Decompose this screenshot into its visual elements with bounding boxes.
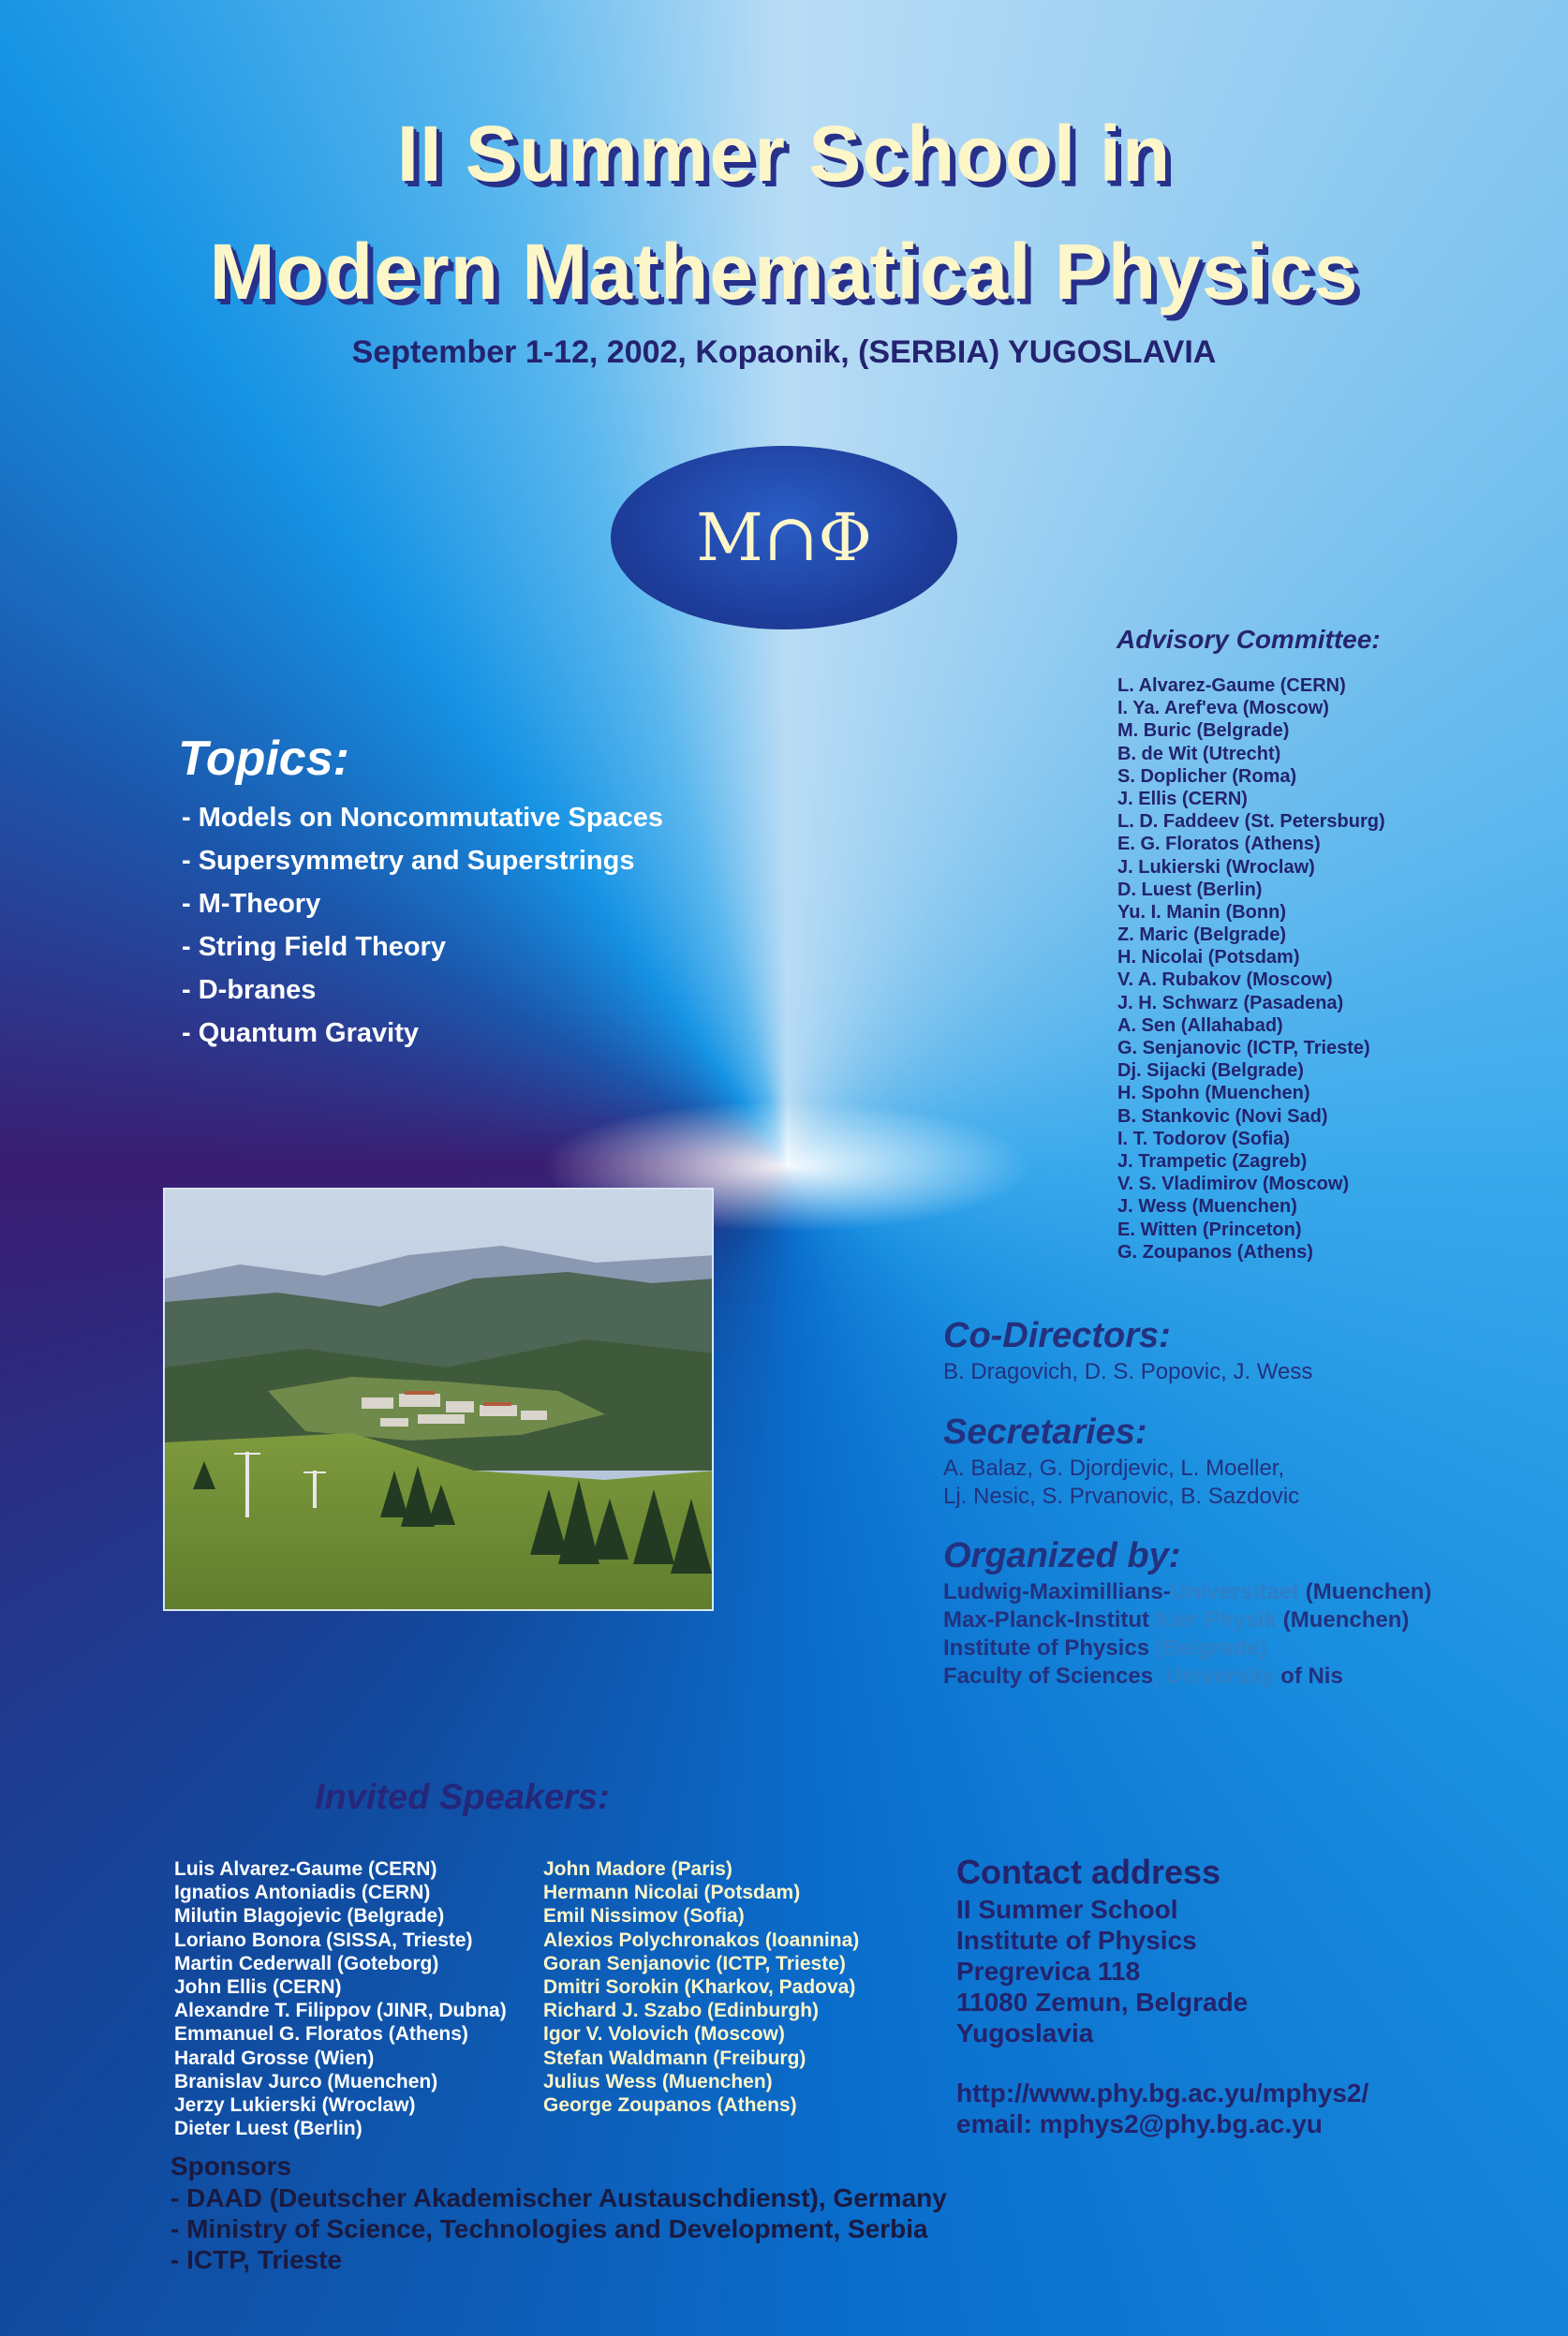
- speaker-item: Ignatios Antoniadis (CERN): [174, 1882, 431, 1904]
- speaker-item: Milutin Blagojevic (Belgrade): [174, 1905, 445, 1928]
- committee-member: L. D. Faddeev (St. Petersburg): [1117, 811, 1385, 833]
- contact-line: Institute of Physics: [956, 1926, 1197, 1955]
- committee-member: D. Luest (Berlin): [1117, 879, 1263, 900]
- speaker-item: Dieter Luest (Berlin): [174, 2118, 362, 2140]
- logo-text: M∩Φ: [696, 499, 872, 576]
- speaker-item: Branislav Jurco (Muenchen): [174, 2070, 438, 2092]
- secretaries-line-2: Lj. Nesic, S. Prvanovic, B. Sazdovic: [943, 1484, 1300, 1509]
- speaker-item: Emmanuel G. Floratos (Athens): [174, 2023, 468, 2046]
- committee-member: E. G. Floratos (Athens): [1117, 834, 1321, 855]
- co-directors-names: B. Dragovich, D. S. Popovic, J. Wess: [943, 1359, 1313, 1384]
- speaker-item: Stefan Waldmann (Freiburg): [543, 2047, 806, 2069]
- speakers-list-left: [174, 1857, 507, 2140]
- committee-member: J. Wess (Muenchen): [1117, 1196, 1297, 1218]
- committee-member: I. Ya. Aref'eva (Moscow): [1117, 698, 1329, 719]
- topic-item: - Models on Noncommutative Spaces: [182, 803, 664, 833]
- committee-member: E. Witten (Princeton): [1117, 1219, 1302, 1240]
- topic-item: - D-branes: [182, 975, 317, 1005]
- organizer-item: Ludwig-Maximillians-Universitaet (Muenchen): [943, 1579, 1432, 1604]
- title-line-2: Modern Mathematical Physics: [209, 228, 1359, 316]
- contact-email-link[interactable]: email: mphys2@phy.bg.ac.yu: [956, 2109, 1323, 2138]
- organizers-list: [943, 1578, 1431, 1691]
- committee-member: L. Alvarez-Gaume (CERN): [1117, 675, 1346, 696]
- topic-item: - String Field Theory: [182, 932, 446, 962]
- speaker-item: John Madore (Paris): [543, 1858, 732, 1880]
- contact-address-heading: Contact address: [956, 1853, 1221, 1891]
- committee-member: I. T. Todorov (Sofia): [1117, 1128, 1291, 1149]
- speaker-item: Jerzy Lukierski (Wroclaw): [174, 2093, 416, 2116]
- contact-website-link[interactable]: http://www.phy.bg.ac.yu/mphys2/: [956, 2078, 1369, 2107]
- sponsor-item: - DAAD (Deutscher Akademischer Austauschdienst), Germany: [170, 2183, 947, 2212]
- contact-line: II Summer School: [956, 1895, 1178, 1924]
- committee-member: Dj. Sijacki (Belgrade): [1117, 1060, 1304, 1082]
- speakers-list-right: [543, 1857, 859, 2117]
- contact-line: 11080 Zemun, Belgrade: [956, 1988, 1249, 2017]
- speaker-item: George Zoupanos (Athens): [543, 2093, 797, 2116]
- landscape-illustration: [165, 1190, 714, 1611]
- speaker-item: Alexandre T. Filippov (JINR, Dubna): [174, 2000, 507, 2022]
- invited-speakers-heading: Invited Speakers:: [315, 1778, 610, 1817]
- committee-member: J. H. Schwarz (Pasadena): [1117, 992, 1344, 1013]
- organizer-item: Institute of Physics (Belgrade): [943, 1635, 1267, 1661]
- organized-by-heading: Organized by:: [943, 1536, 1181, 1575]
- speaker-item: Loriano Bonora (SISSA, Trieste): [174, 1929, 473, 1951]
- advisory-committee-heading: Advisory Committee:: [1117, 625, 1381, 654]
- school-logo: [611, 446, 957, 629]
- contact-line: Pregrevica 118: [956, 1957, 1141, 1986]
- topic-item: - Supersymmetry and Superstrings: [182, 846, 635, 876]
- committee-member: S. Doplicher (Roma): [1117, 765, 1297, 787]
- speaker-item: Goran Senjanovic (ICTP, Trieste): [543, 1952, 846, 1974]
- topic-item: - Quantum Gravity: [182, 1018, 419, 1048]
- contact-address-block: [956, 1894, 1368, 2139]
- secretaries-line-1: A. Balaz, G. Djordjevic, L. Moeller,: [943, 1456, 1285, 1481]
- topics-list: [182, 796, 663, 1055]
- speaker-item: Hermann Nicolai (Potsdam): [543, 1882, 801, 1904]
- speaker-item: John Ellis (CERN): [174, 1975, 342, 1998]
- committee-member: H. Spohn (Muenchen): [1117, 1083, 1310, 1104]
- committee-member: J. Ellis (CERN): [1117, 788, 1248, 809]
- speaker-item: Julius Wess (Muenchen): [543, 2070, 773, 2092]
- committee-member: M. Buric (Belgrade): [1117, 720, 1290, 742]
- committee-member: H. Nicolai (Potsdam): [1117, 947, 1300, 968]
- speaker-item: Martin Cederwall (Goteborg): [174, 1952, 439, 1974]
- organizer-item: Faculty of Sciences, University of Nis: [943, 1663, 1343, 1689]
- contact-line: Yugoslavia: [956, 2018, 1094, 2048]
- advisory-committee-list: [1117, 674, 1385, 1264]
- committee-member: B. Stankovic (Novi Sad): [1117, 1105, 1328, 1127]
- committee-member: G. Zoupanos (Athens): [1117, 1241, 1313, 1263]
- sponsors-heading: Sponsors: [170, 2151, 292, 2181]
- sponsors-list: [170, 2182, 947, 2275]
- sponsor-item: - ICTP, Trieste: [170, 2245, 343, 2274]
- committee-member: G. Senjanovic (ICTP, Trieste): [1117, 1038, 1370, 1058]
- organizer-item: Max-Planck-Institut fuer Physik (Muenchen): [943, 1607, 1410, 1633]
- co-directors-heading: Co-Directors:: [943, 1316, 1171, 1355]
- speaker-item: Luis Alvarez-Gaume (CERN): [174, 1858, 437, 1880]
- event-dates-location: September 1-12, 2002, Kopaonik, (SERBIA) YUGOSLAVIA: [351, 334, 1217, 370]
- secretaries-heading: Secretaries:: [943, 1412, 1147, 1452]
- committee-member: J. Trampetic (Zagreb): [1117, 1150, 1308, 1172]
- speaker-item: Dmitri Sorokin (Kharkov, Padova): [543, 1975, 856, 1998]
- committee-member: V. S. Vladimirov (Moscow): [1117, 1174, 1350, 1195]
- kopaonik-landscape-photo: [163, 1188, 714, 1611]
- committee-member: A. Sen (Allahabad): [1117, 1014, 1283, 1036]
- title-line-1: II Summer School in: [396, 110, 1172, 198]
- speaker-item: Emil Nissimov (Sofia): [543, 1905, 745, 1928]
- contact-spacer: [956, 2048, 1368, 2077]
- speaker-item: Alexios Polychronakos (Ioannina): [543, 1929, 860, 1951]
- topic-item: - M-Theory: [182, 889, 321, 919]
- committee-member: V. A. Rubakov (Moscow): [1117, 969, 1333, 991]
- speaker-item: Richard J. Szabo (Edinburgh): [543, 2000, 820, 2022]
- committee-member: Yu. I. Manin (Bonn): [1117, 901, 1286, 923]
- sponsor-item: - Ministry of Science, Technologies and Development, Serbia: [170, 2214, 928, 2243]
- committee-member: J. Lukierski (Wroclaw): [1117, 856, 1315, 878]
- topics-heading: Topics:: [178, 732, 349, 786]
- speaker-item: Igor V. Volovich (Moscow): [543, 2023, 785, 2046]
- speaker-item: Harald Grosse (Wien): [174, 2047, 375, 2069]
- committee-member: Z. Maric (Belgrade): [1117, 924, 1287, 946]
- committee-member: B. de Wit (Utrecht): [1117, 743, 1281, 764]
